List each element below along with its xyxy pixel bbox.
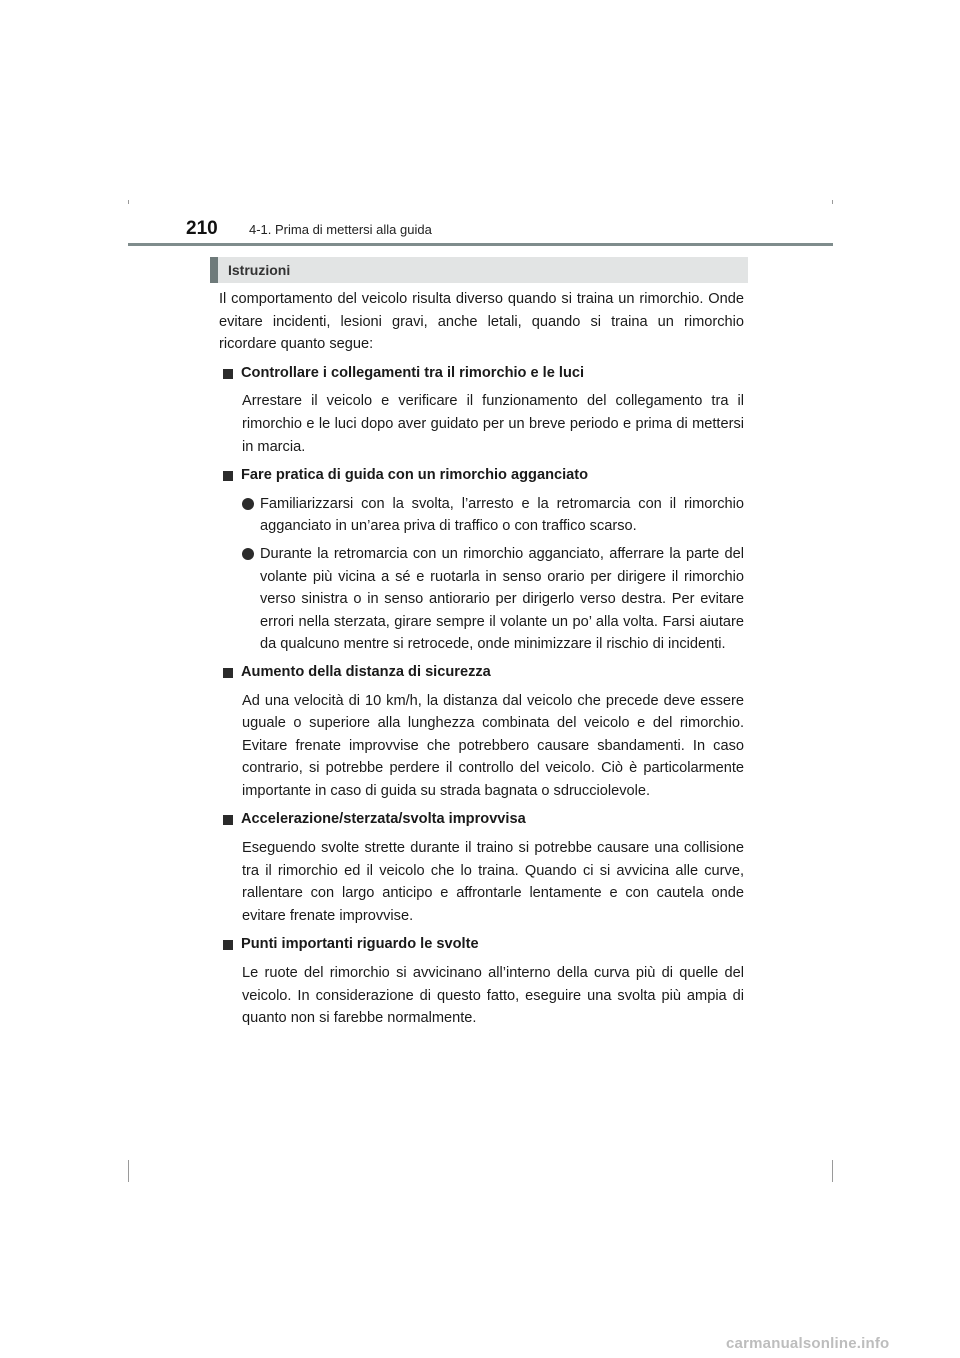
section-body: Ad una velocità di 10 km/h, la distanza dal veicolo che precede deve essere uguale o superiore alla lunghezza combinata del veicolo e del rimorchio. Evitare frenate improvvise che potrebbero causare sbandamenti. In caso contrario, si potrebbe perdere il controllo del veicolo. Ciò è particolarmente importante in caso di guida su strada bagnata o sdrucciolevole.	[242, 692, 744, 799]
section-svolte	[219, 933, 744, 1029]
round-bullet-icon	[242, 498, 254, 510]
section-heading-text: Accelerazione/sterzata/svolta improvvisa	[241, 811, 526, 828]
round-bullet-icon	[242, 548, 254, 560]
section-heading	[219, 661, 744, 684]
page-number: 210	[186, 218, 218, 239]
list-item	[219, 543, 744, 656]
section-body: Le ruote del rimorchio si avvicinano all’interno della curva più di quelle del veicolo. In considerazione di questo fatto, eseguire una svolta più ampia di quanto non si farebbe normalmente.	[242, 965, 744, 1027]
section-heading	[219, 362, 744, 385]
square-bullet-icon	[223, 369, 233, 379]
crop-mark-top-right	[832, 200, 833, 204]
section-accelerazione	[219, 808, 744, 927]
crop-mark-top-left	[128, 200, 129, 204]
section-heading-text: Aumento della distanza di sicurezza	[241, 663, 491, 680]
warning-box	[210, 257, 748, 283]
section-heading	[219, 933, 744, 956]
square-bullet-icon	[223, 668, 233, 678]
watermark: carmanualsonline.info	[726, 1335, 890, 1352]
section-heading-text: Fare pratica di guida con un rimorchio agganciato	[241, 467, 589, 484]
square-bullet-icon	[223, 471, 233, 481]
square-bullet-icon	[223, 940, 233, 950]
warning-intro: Il comportamento del veicolo risulta diverso quando si traina un rimorchio. Onde evitare incidenti, lesioni gravi, anche letali, quando si traina un rimorchio ricordare quanto segue:	[219, 291, 744, 353]
section-heading-text: Controllare i collegamenti tra il rimorchio e le luci	[241, 364, 585, 381]
section-distanza	[219, 661, 744, 803]
header-rule	[128, 243, 833, 246]
list-item-text: Durante la retromarcia con un rimorchio agganciato, afferrare la parte del volante più vicina a sé e ruotarla in senso orario per dirigere il rimorchio verso sinistra o in senso antiorario per dirigerlo verso destra. Per evitare errori nella sterzata, girare sempre il volante un po’ alla volta. Farsi aiutare da qualcuno mentre si retrocede, onde minimizzare il rischio di incidenti.	[260, 545, 744, 653]
section-heading	[219, 464, 744, 487]
crop-mark-bottom-left	[128, 1160, 129, 1182]
list-item	[219, 493, 744, 538]
section-heading	[219, 808, 744, 831]
section-collegamenti	[219, 362, 744, 458]
running-head: 4-1. Prima di mettersi alla guida	[249, 222, 432, 237]
warning-title: Istruzioni	[228, 262, 291, 278]
list-item-text: Familiarizzarsi con la svolta, l’arresto e la retromarcia con il rimorchio agganciato in un’area priva di traffico o con traffico scarso.	[260, 495, 744, 535]
section-body: Arrestare il veicolo e verificare il funzionamento del collegamento tra il rimorchio e le luci dopo aver guidato per un breve periodo e prima di mettersi in marcia.	[242, 393, 744, 455]
crop-mark-bottom-right	[832, 1160, 833, 1182]
section-body: Eseguendo svolte strette durante il traino si potrebbe causare una collisione tra il rimorchio ed il veicolo che lo traina. Quando ci si avvicina alle curve, rallentare con largo anticipo e affrontarle lentamente e con cautela onde evitare frenate improvvise.	[242, 840, 744, 924]
section-pratica	[219, 464, 744, 656]
square-bullet-icon	[223, 815, 233, 825]
warning-content	[219, 288, 744, 1036]
section-heading-text: Punti importanti riguardo le svolte	[241, 936, 479, 953]
